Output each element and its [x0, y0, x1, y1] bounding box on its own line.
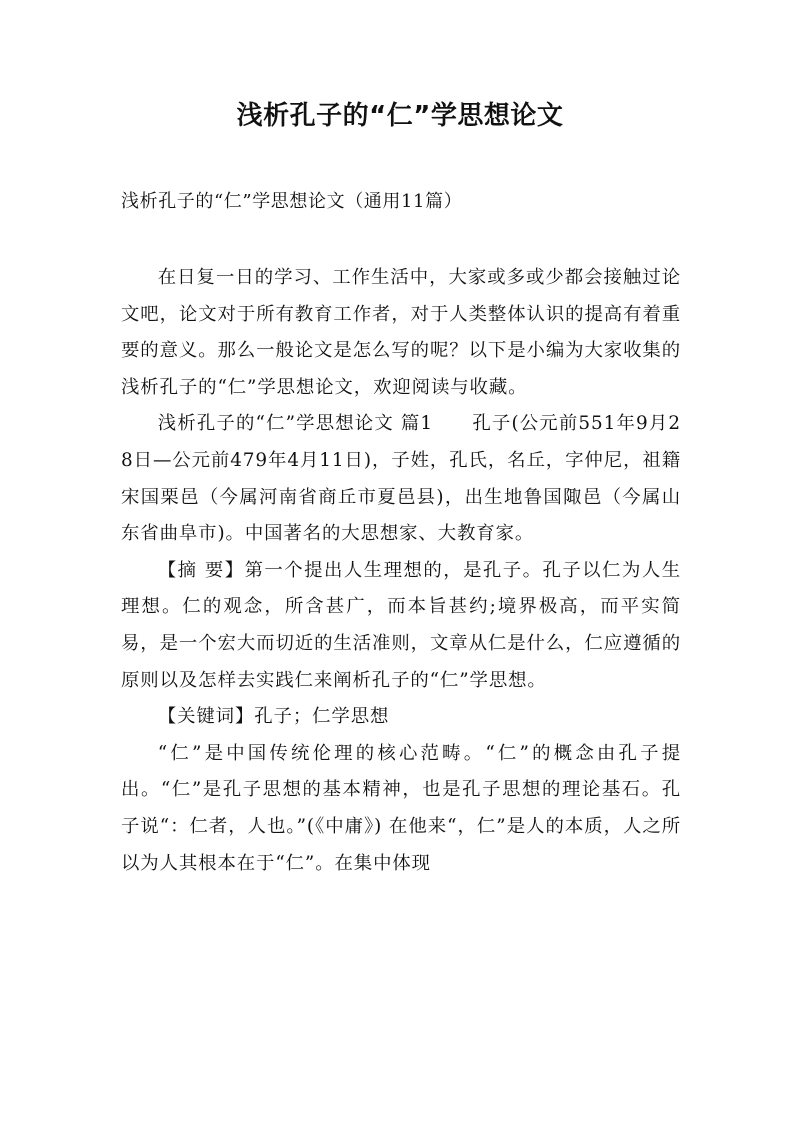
document-body — [121, 260, 681, 882]
document-title: 浅析孔子的“仁”学思想论文 — [236, 101, 564, 131]
paragraph-keywords: 【关键词】孔子；仁学思想 — [157, 706, 390, 728]
paragraph-abstract: 【摘 要】第一个提出人生理想的，是孔子。孔子以仁为人生理想。仁的观念，所含甚广，而本旨甚约;境界极高，而平实简易，是一个宏大而切近的生活准则，文章从仁是什么，仁应遵循的原则以及怎样去实践仁来阐析孔子的“仁”学思想。 — [121, 559, 681, 691]
paragraph-intro: 在日复一日的学习、工作生活中，大家或多或少都会接触过论文吧，论文对于所有教育工作者，对于人类整体认识的提高有着重要的意义。那么一般论文是怎么写的呢？以下是小编为大家收集的浅析孔子的“仁”学思想论文，欢迎阅读与收藏。 — [121, 267, 681, 398]
paragraph-body: “仁”是中国传统伦理的核心范畴。“仁”的概念由孔子提出。“仁”是孔子思想的基本精神，也是孔子思想的理论基石。孔子说“：仁者，人也。”(《中庸》) 在他来“，仁”是人的本质，人之所以为人其根本在于“仁”。在集中体现 — [121, 742, 681, 874]
document-subtitle: 浅析孔子的“仁”学思想论文（通用11篇） — [121, 191, 463, 212]
paragraph-article-1-intro: 浅析孔子的“仁”学思想论文 篇1 孔子(公元前551年9月28日—公元前479年4月11日)，子姓，孔氏，名丘，字仲尼，祖籍宋国栗邑（今属河南省商丘市夏邑县)，出生地鲁国陬邑（今属山东省曲阜市)。中国著名的大思想家、大教育家。 — [121, 413, 681, 545]
